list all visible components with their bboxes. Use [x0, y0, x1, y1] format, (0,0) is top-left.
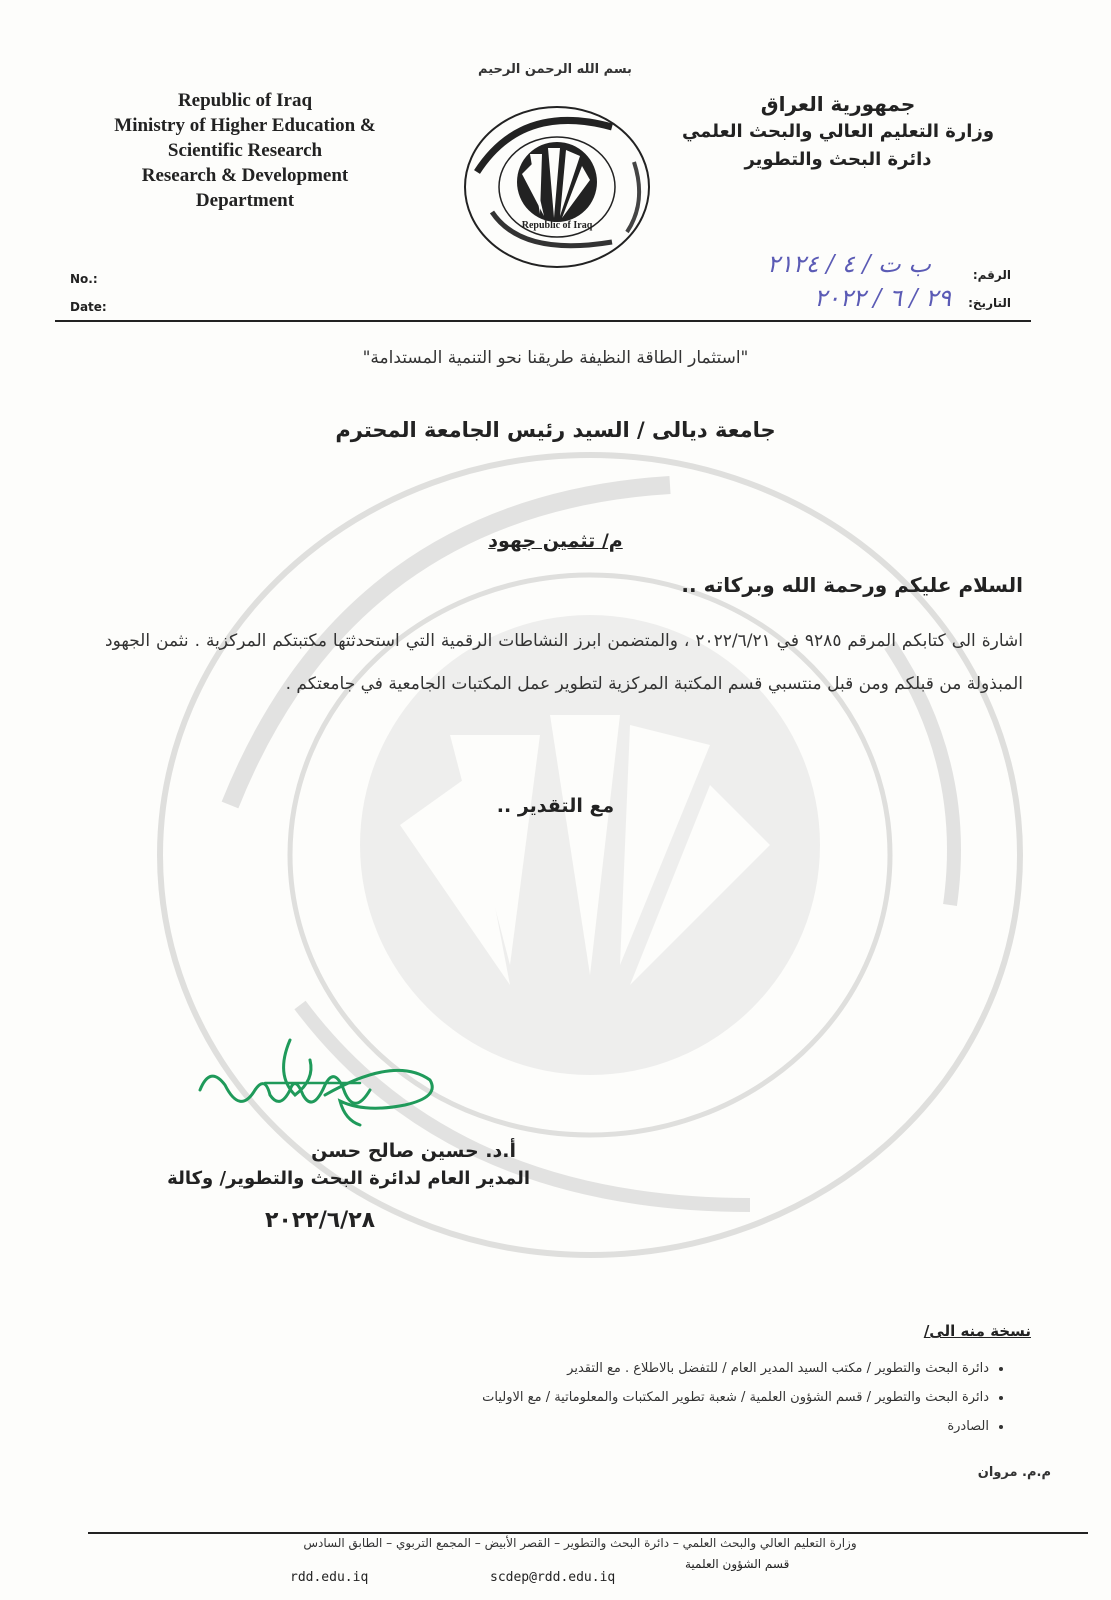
copies-heading: نسخة منه الى/ [923, 1322, 1031, 1340]
website-link[interactable]: rdd.edu.iq [290, 1570, 369, 1585]
signatory-name: أ.د. حسين صالح حسن [311, 1140, 516, 1162]
ministry-seal-logo [462, 102, 652, 272]
signature-date: ٢٠٢٢/٦/٢٨ [265, 1208, 376, 1233]
basmala: بسم الله الرحمن الرحيم [478, 62, 632, 77]
letterhead-ar-line: دائرة البحث والتطوير [744, 149, 932, 170]
header-divider [55, 320, 1031, 322]
number-label-ar: الرقم: [972, 268, 1011, 282]
list-item: • دائرة البحث والتطوير / قسم الشؤون العلمية / شعبة تطوير المكتبات والمعلوماتية / مع الاوليات [482, 1383, 989, 1412]
email-link[interactable]: scdep@rdd.edu.iq [490, 1570, 616, 1585]
letterhead-ar-line: وزارة التعليم العالي والبحث العلمي [681, 121, 995, 142]
seal-caption: Republic of Iraq [521, 220, 593, 231]
typist-initials: م.م. مروان [977, 1465, 1051, 1480]
letterhead-en-line: Ministry of Higher Education & [114, 115, 376, 136]
copies-list [482, 1354, 1011, 1441]
letterhead-en-line: Research & Development [141, 165, 349, 186]
signatory-block [100, 1140, 530, 1189]
letterhead-en-line: Republic of Iraq [177, 90, 313, 111]
greeting: السلام عليكم ورحمة الله وبركاته .. [681, 573, 1023, 597]
signatory-title: المدير العام لدائرة البحث والتطوير/ وكالة [167, 1168, 530, 1189]
motto: "استثمار الطاقة النظيفة طريقنا نحو التنمية المستدامة" [362, 348, 749, 368]
letter-body: اشارة الى كتابكم المرقم ٩٢٨٥ في ٢٠٢٢/٦/٢١ ، والمتضمن ابرز النشاطات الرقمية التي استحدثتها مكتبتكم المركزية . نثمن الجهود المبذولة من قبلكم ومن قبل منتسبي قسم المكتبة المركزية لتطوير عمل المكتبات الجامعية في جامعتكم . [105, 631, 1023, 694]
date-label: Date: [70, 300, 107, 314]
list-item: • دائرة البحث والتطوير / مكتب السيد المدير العام / للتفضل بالاطلاع . مع التقدير [482, 1354, 989, 1383]
email-label: قسم الشؤون العلمية [685, 1557, 790, 1571]
handwritten-signature [195, 1035, 445, 1130]
letterhead-en-line: Scientific Research [167, 140, 323, 161]
letterhead-ar-line: جمهورية العراق [760, 92, 916, 116]
letter-date: ٢٩ / ٦ / ٢٠٢٢ [814, 284, 951, 312]
subject-line: م/ تثمين جهود [488, 530, 623, 552]
arabic-letterhead [673, 90, 1003, 174]
no-label: No.: [70, 272, 98, 286]
date-label-ar: التاريخ: [968, 296, 1011, 310]
footer-address: وزارة التعليم العالي والبحث العلمي – دائرة البحث والتطوير – القصر الأبيض – المجمع التربوي – الطابق السادس [303, 1536, 857, 1550]
closing: مع التقدير .. [496, 795, 615, 817]
english-letterhead [85, 88, 405, 213]
letterhead-en-line: Department [195, 190, 295, 211]
reference-number: ب ت / ٤ / ٢١٢٤ [767, 250, 931, 278]
list-item: • الصادرة [482, 1412, 989, 1441]
recipient: جامعة ديالى / السيد رئيس الجامعة المحترم [335, 418, 776, 442]
